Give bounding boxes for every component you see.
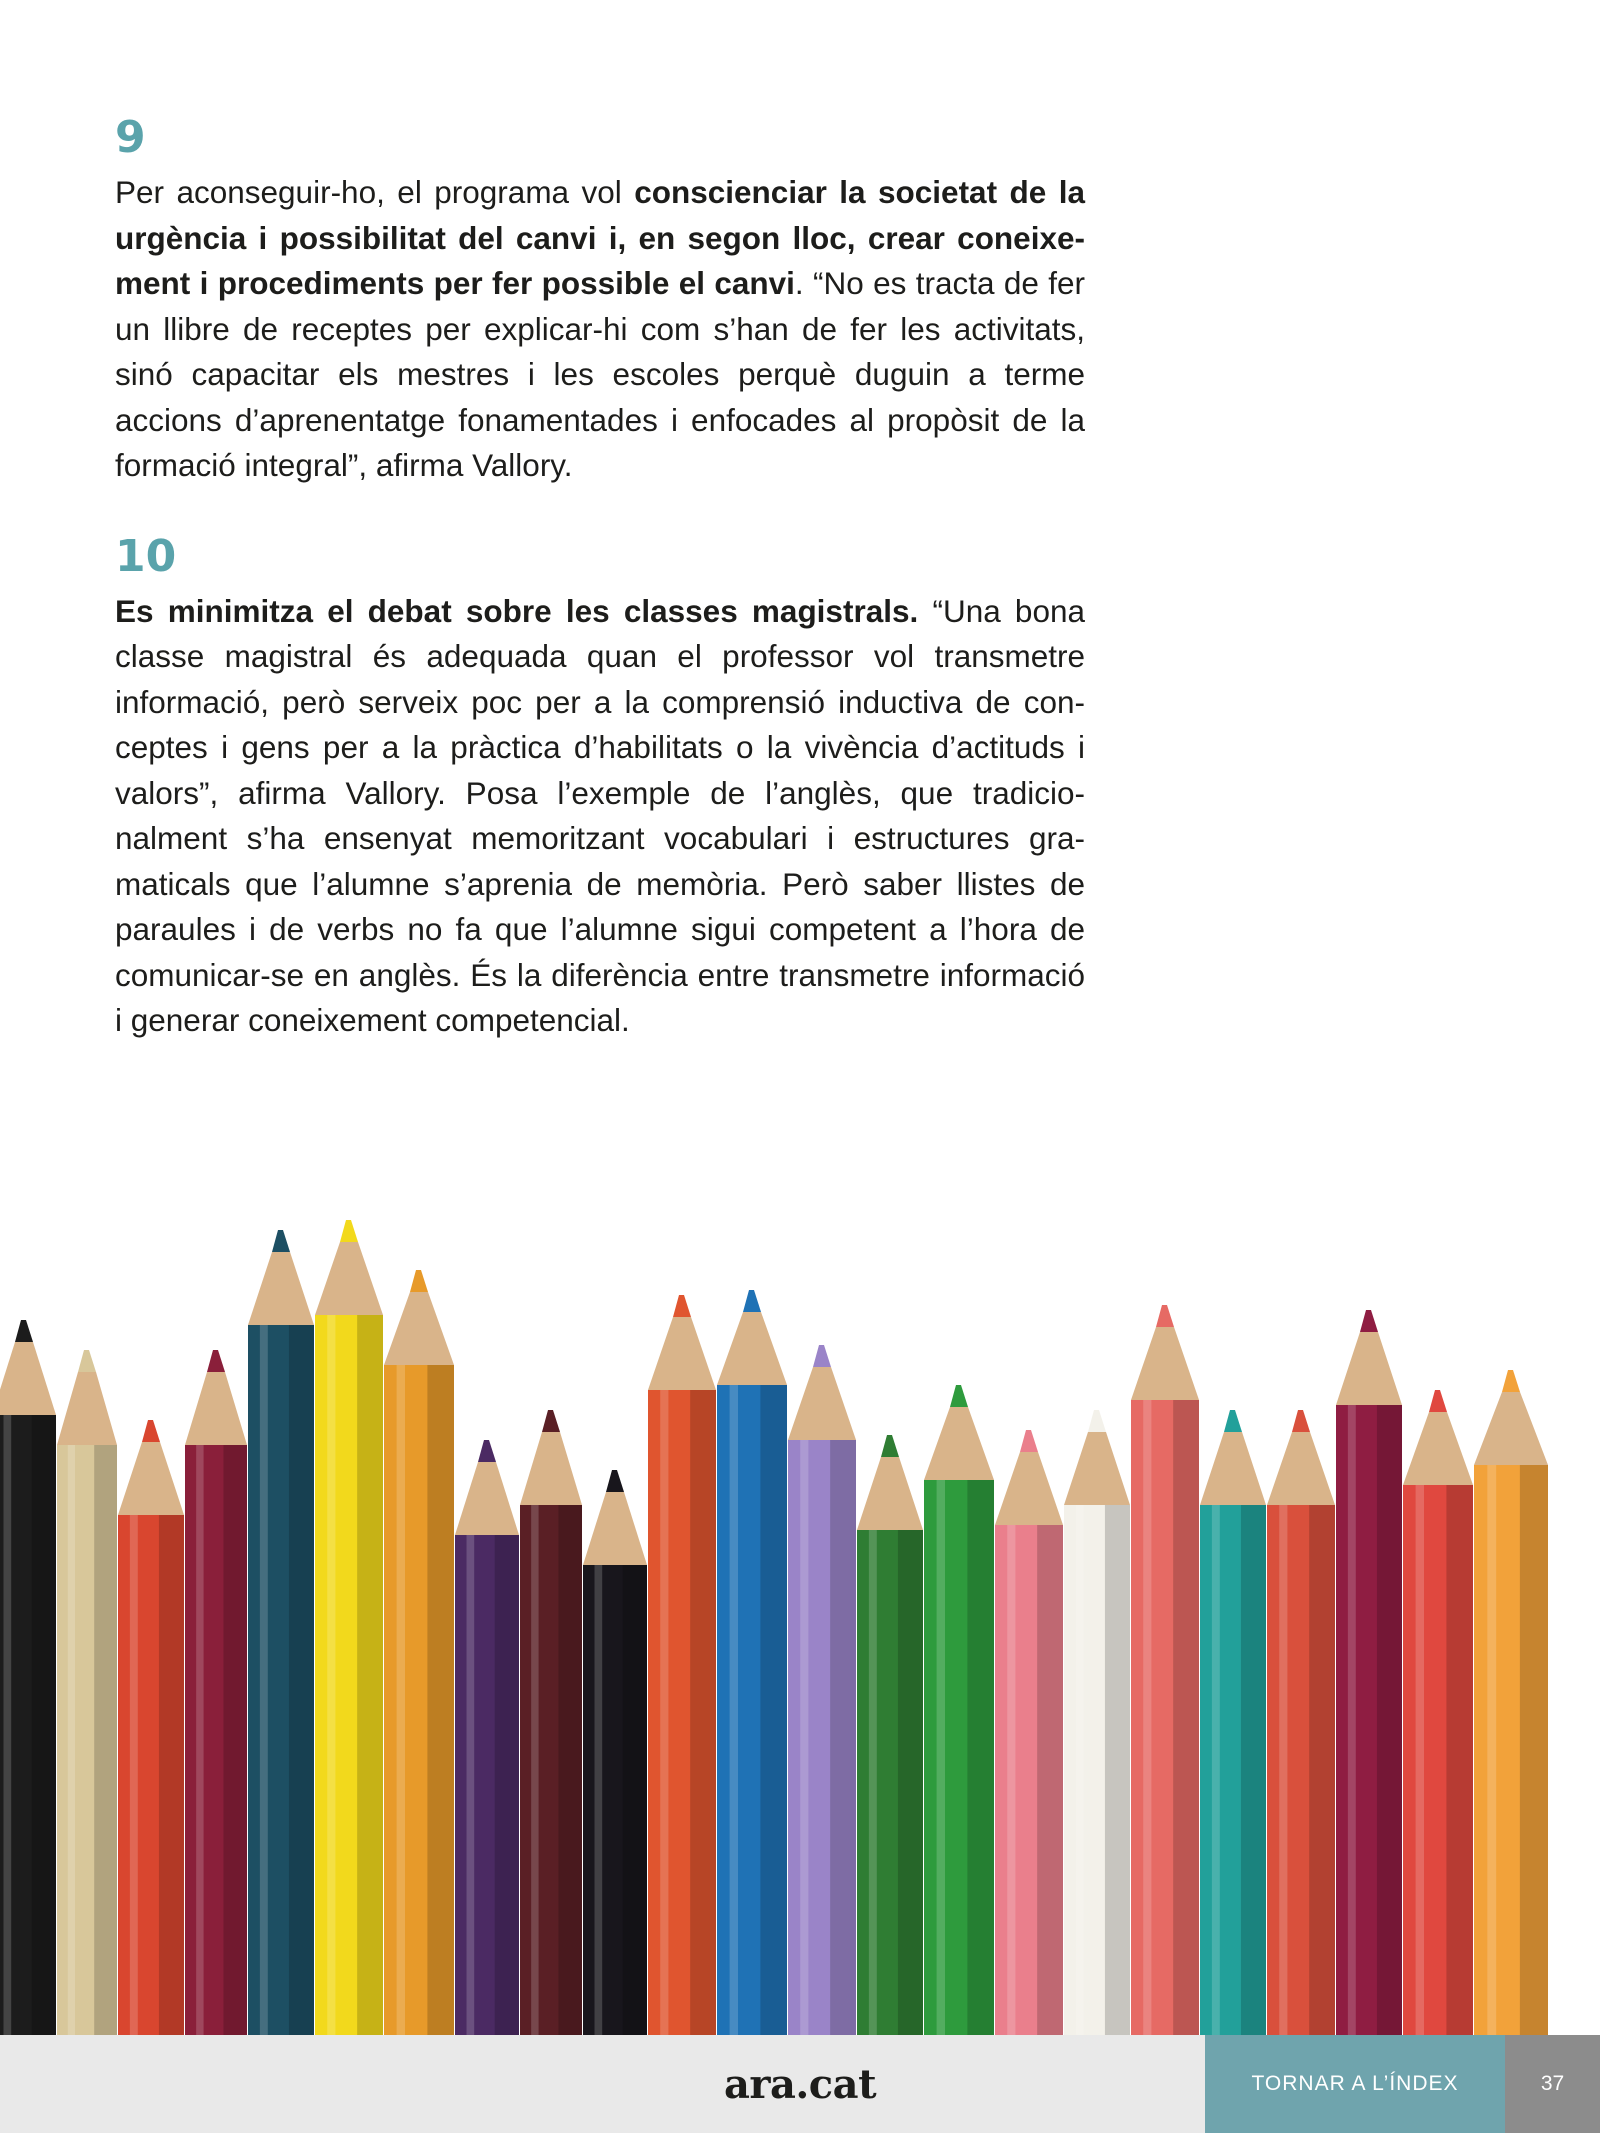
pencil (248, 1230, 314, 2035)
pencil (0, 1320, 56, 2035)
pencil (1267, 1410, 1335, 2035)
pencil (1474, 1370, 1548, 2035)
pencil (455, 1440, 519, 2035)
pencil (520, 1410, 582, 2035)
pencil (1336, 1310, 1402, 2035)
section-paragraph (115, 170, 1085, 489)
pencil (583, 1470, 647, 2035)
section-9 (115, 112, 1085, 489)
section-number: 9 (115, 112, 146, 163)
pencil (1403, 1390, 1473, 2035)
pencil (315, 1220, 383, 2035)
page-number: 37 (1505, 2035, 1600, 2133)
bold-text-run: conscienciar la societat de la urgència i possibilitat del canvi i, en segon lloc, crear coneixement i procediments per fer possible el canvi (115, 174, 1085, 301)
brand-logo[interactable]: ara.cat (723, 2060, 877, 2108)
pencil (717, 1290, 787, 2035)
section-number: 10 (115, 530, 177, 582)
text-run: . “No es tracta de fer un llibre de receptes per explicar-hi com s’han de fer les activitats, sinó capacitar els mestres i les escoles perquè duguin a terme accions d’aprenentatge fonamentades i enfocades al propòsit de la formació integral”, afirma Vallory. (115, 265, 1085, 483)
back-to-index-button[interactable]: TORNAR A L’ÍNDEX (1205, 2035, 1505, 2133)
pencil (857, 1435, 923, 2035)
section-10 (115, 531, 1085, 1044)
colored-pencils-photo (0, 1180, 1600, 2035)
article-content (115, 112, 1085, 1044)
pencil (1200, 1410, 1266, 2035)
section-paragraph (115, 589, 1085, 1044)
pencil (1064, 1410, 1130, 2035)
text-run: Per aconseguir-ho, el programa vol (115, 174, 635, 210)
pencil (648, 1295, 716, 2035)
text-run: “Una bona classe magistral és adequada quan el professor vol transmetre informació, però serveix poc per a la comprensió inductiva de conceptes i gens per a la pràctica d’habilitats o la vivència d’actituds i valors”, afirma Vallory. Posa l’exemple de l’anglès, que tradicionalment s’ha ensenyat memoritzant vocabulari i estructures gramaticals que l’alumne s’aprenia de memòria. Però saber llistes de paraules i de verbs no fa que l’alumne sigui competent a l’hora de comunicar-se en anglès. És la diferència entre transmetre informació i generar coneixement competencial. (115, 592, 1086, 1038)
pencil (788, 1345, 856, 2035)
pencil (995, 1430, 1063, 2035)
footer-bar (0, 2035, 1600, 2133)
pencil (1131, 1305, 1199, 2035)
pencil (57, 1350, 117, 2035)
bold-text-run: Es minimitza el debat sobre les classes magistrals. (115, 592, 919, 629)
pencil (185, 1350, 247, 2035)
pencil (924, 1385, 994, 2035)
pencil (118, 1420, 184, 2035)
pencil (384, 1270, 454, 2035)
